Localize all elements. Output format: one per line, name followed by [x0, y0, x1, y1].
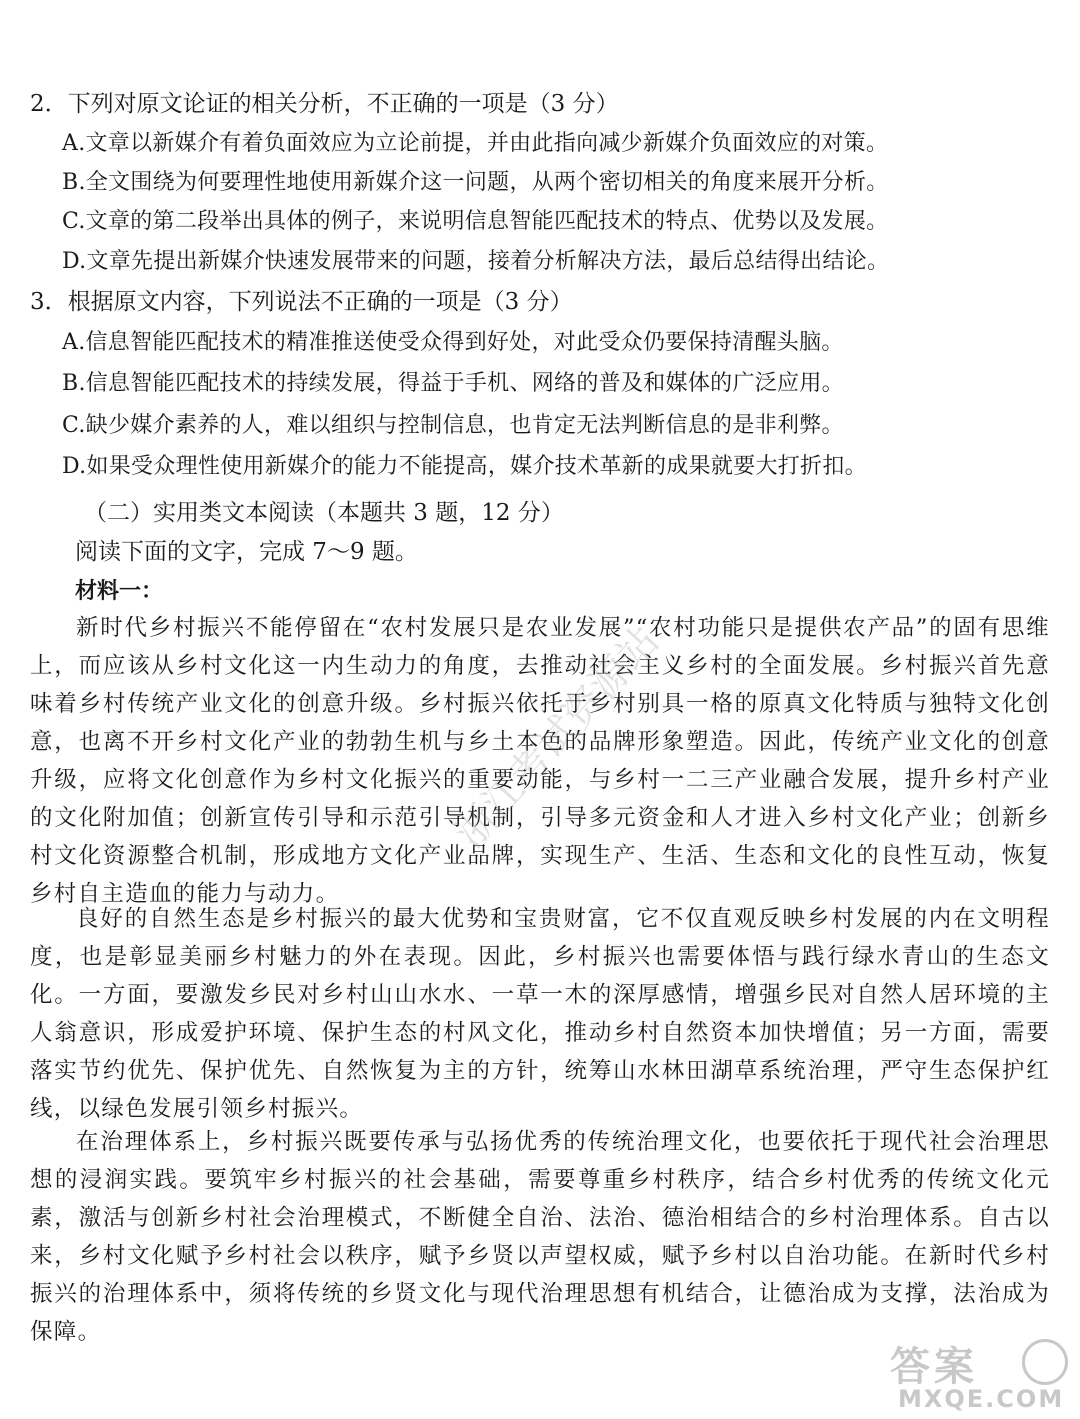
material-label: 材料一：	[75, 579, 164, 604]
paragraph-1: 新时代乡村振兴不能停留在“农村发展只是农业发展”“农村功能只是提供农产品”的固有思维上，而应该从乡村文化这一内生动力的角度，去推动社会主义乡村的全面发展。乡村振兴首先意味着乡村传统产业文化的创意升级。乡村振兴依托于乡村别具一格的原真文化特质与独特文化创意，也离不开乡村文化产业的勃勃生机与乡土本色的品牌形象塑造。因此，传统产业文化的创意升级，应将文化创意作为乡村文化振兴的重要动能，与乡村一二三产业融合发展，提升乡村产业的文化附加值；创新宣传引导和示范引导机制，引导多元资金和人才进入乡村文化产业；创新乡村文化资源整合机制，形成地方文化产业品牌，实现生产、生活、生态和文化的良性互动，恢复乡村自主造血的能力与动力。	[30, 615, 1050, 907]
question-3-option-a: A.信息智能匹配技术的精准推送使受众得到好处，对此受众仍要保持清醒头脑。	[62, 330, 844, 355]
reading-instruction: 阅读下面的文字，完成 7～9 题。	[75, 539, 418, 565]
question-3-option-b: B.信息智能匹配技术的持续发展，得益于手机、网络的普及和媒体的广泛应用。	[62, 371, 844, 396]
question-2-option-a: A.文章以新媒介有着负面效应为立论前提，并由此指向减少新媒介负面效应的对策。	[62, 131, 889, 156]
diagonal-watermark: 浙江考试资源站	[446, 617, 669, 857]
question-2-option-c: C.文章的第二段举出具体的例子，来说明信息智能匹配技术的特点、优势以及发展。	[62, 209, 889, 234]
question-2-stem: 2．下列对原文论证的相关分析，不正确的一项是（3 分）	[30, 91, 619, 117]
paragraph-2: 良好的自然生态是乡村振兴的最大优势和宝贵财富，它不仅直观反映乡村发展的内在文明程度，也是彰显美丽乡村魅力的外在表现。因此，乡村振兴也需要体悟与践行绿水青山的生态文化。一方面，要激发乡民对乡村山山水水、一草一木的深厚感情，增强乡民对自然人居环境的主人翁意识，形成爱护环境、保护生态的村风文化，推动乡村自然资本加快增值；另一方面，需要落实节约优先、保护优先、自然恢复为主的方针，统筹山水林田湖草系统治理，严守生态保护红线，以绿色发展引领乡村振兴。	[30, 906, 1050, 1122]
question-2-option-b: B.全文围绕为何要理性地使用新媒介这一问题，从两个密切相关的角度来展开分析。	[62, 170, 889, 195]
logo-url: MXQE.COM	[898, 1385, 1065, 1413]
question-3-stem: 3．根据原文内容，下列说法不正确的一项是（3 分）	[30, 289, 573, 315]
question-2-option-d: D.文章先提出新媒介快速发展带来的问题，接着分析解决方法，最后总结得出结论。	[62, 249, 890, 274]
question-3-option-c: C.缺少媒介素养的人，难以组织与控制信息，也肯定无法判断信息的是非利弊。	[62, 413, 844, 438]
section-heading: （二）实用类文本阅读（本题共 3 题，12 分）	[84, 500, 564, 526]
logo-seal-icon	[1022, 1339, 1068, 1385]
logo-text: 答案	[890, 1344, 978, 1390]
answer-site-logo	[890, 1335, 1070, 1413]
paragraph-3: 在治理体系上，乡村振兴既要传承与弘扬优秀的传统治理文化，也要依托于现代社会治理思想的浸润实践。要筑牢乡村振兴的社会基础，需要尊重乡村秩序，结合乡村优秀的传统文化元素，激活与创新乡村社会治理模式，不断健全自治、法治、德治相结合的乡村治理体系。自古以来，乡村文化赋予乡村社会以秩序，赋予乡贤以声望权威，赋予乡村以自治功能。在新时代乡村振兴的治理体系中，须将传统的乡贤文化与现代治理思想有机结合，让德治成为支撑，法治成为保障。	[30, 1129, 1050, 1345]
question-3-option-d: D.如果受众理性使用新媒介的能力不能提高，媒介技术革新的成果就要大打折扣。	[62, 454, 867, 479]
